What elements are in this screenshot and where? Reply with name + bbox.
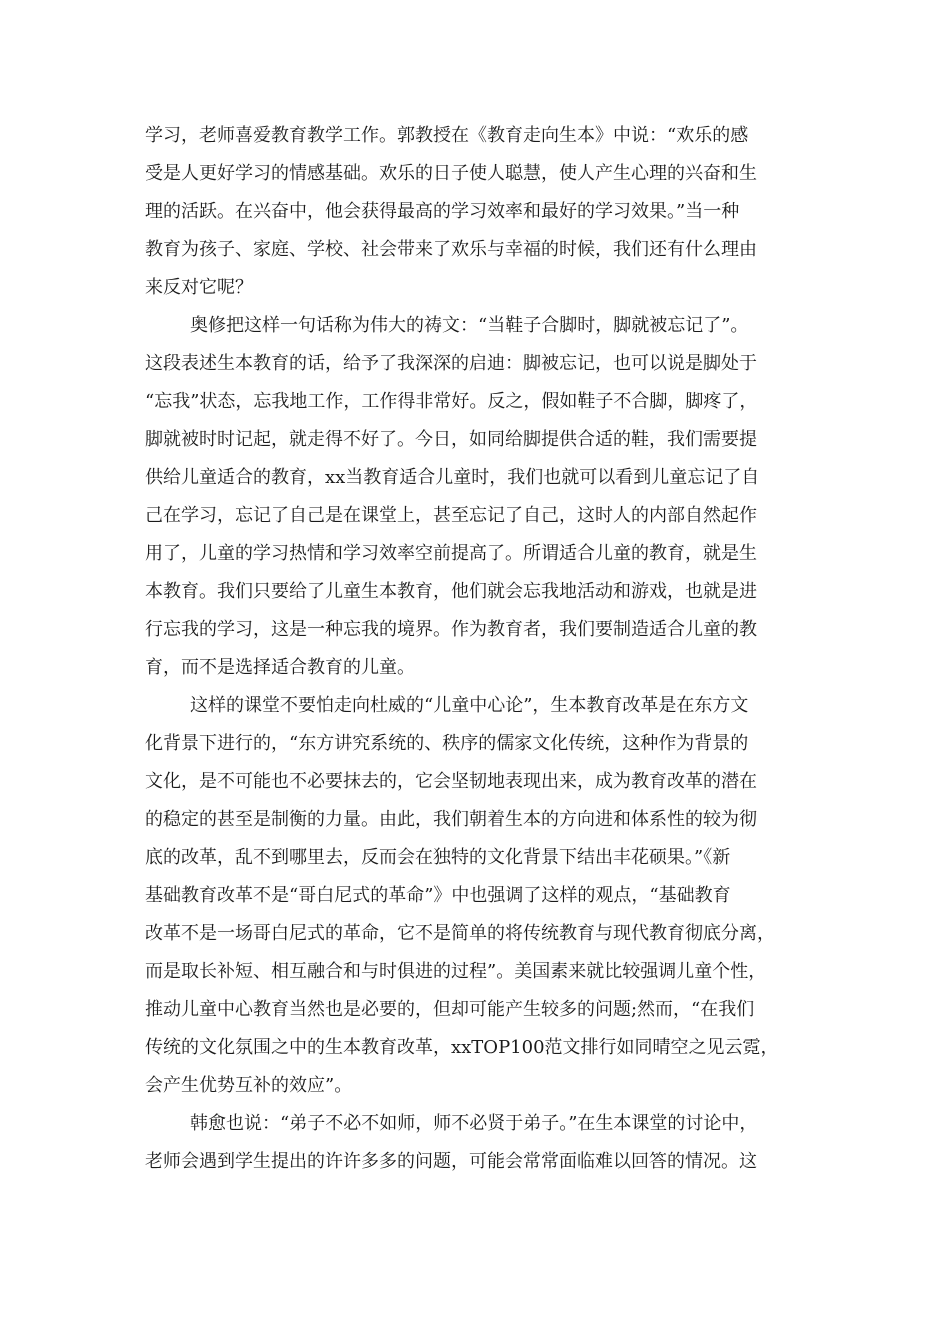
paragraph-first-line: 这样的课堂不要怕走向杜威的“儿童中心论”，生本教育改革是在东方文	[190, 695, 749, 716]
text-line: 推动儿童中心教育当然也是必要的，但却可能产生较多的问题;然而，“在我们	[145, 999, 755, 1020]
paragraph-first-line: 韩愈也说：“弟子不必不如师，师不必贤于弟子。”在生本课堂的讨论中，	[190, 1113, 758, 1134]
text-line: 化背景下进行的，“东方讲究系统的、秩序的儒家文化传统，这种作为背景的	[145, 733, 749, 754]
text-line: 学习，老师喜爱教育教学工作。郭教授在《教育走向生本》中说：“欢乐的感	[145, 125, 749, 146]
text-line: 老师会遇到学生提出的许许多多的问题，可能会常常面临难以回答的情况。这	[145, 1151, 757, 1172]
text-line: 理的活跃。在兴奋中，他会获得最高的学习效率和最好的学习效果。”当一种	[145, 201, 740, 222]
text-line: 己在学习，忘记了自己是在课堂上，甚至忘记了自己，这时人的内部自然起作	[145, 505, 757, 526]
text-line: 脚就被时时记起，就走得不好了。今日，如同给脚提供合适的鞋，我们需要提	[145, 429, 757, 450]
text-line: 会产生优势互补的效应”。	[145, 1075, 353, 1096]
text-line: 而是取长补短、相互融合和与时俱进的过程”。美国素来就比较强调儿童个性，	[145, 961, 767, 982]
text-line: 行忘我的学习，这是一种忘我的境界。作为教育者，我们要制造适合儿童的教	[145, 619, 757, 640]
text-line: 用了，儿童的学习热情和学习效率空前提高了。所谓适合儿童的教育，就是生	[145, 543, 757, 564]
text-line: 文化，是不可能也不必要抹去的，它会坚韧地表现出来，成为教育改革的潜在	[145, 771, 757, 792]
paragraph-first-line: 奥修把这样一句话称为伟大的祷文：“当鞋子合脚时，脚就被忘记了”。	[190, 315, 749, 336]
text-line: 来反对它呢？	[145, 277, 253, 298]
text-line: 基础教育改革不是“哥白尼式的革命”》中也强调了这样的观点，“基础教育	[145, 885, 731, 906]
text-line: 这段表述生本教育的话，给予了我深深的启迪：脚被忘记，也可以说是脚处于	[145, 353, 757, 374]
text-line: 育，而不是选择适合教育的儿童。	[145, 657, 415, 678]
text-line: 供给儿童适合的教育，xx当教育适合儿童时，我们也就可以看到儿童忘记了自	[145, 467, 760, 488]
text-line: “忘我”状态，忘我地工作，工作得非常好。反之，假如鞋子不合脚，脚疼了，	[145, 391, 758, 412]
text-line: 受是人更好学习的情感基础。欢乐的日子使人聪慧，使人产生心理的兴奋和生	[145, 163, 757, 184]
text-line: 改革不是一场哥白尼式的革命，它不是简单的将传统教育与现代教育彻底分离，	[145, 923, 775, 944]
text-line: 的稳定的甚至是制衡的力量。由此，我们朝着生本的方向进和体系性的较为彻	[145, 809, 757, 830]
text-line: 传统的文化氛围之中的生本教育改革，xxTOP100范文排行如同晴空之见云霓，	[145, 1037, 779, 1058]
text-line: 本教育。我们只要给了儿童生本教育，他们就会忘我地活动和游戏，也就是进	[145, 581, 757, 602]
text-line: 教育为孩子、家庭、学校、社会带来了欢乐与幸福的时候，我们还有什么理由	[145, 239, 757, 260]
text-line: 底的改革，乱不到哪里去，反而会在独特的文化背景下结出丰花硕果。”《新	[145, 847, 731, 868]
